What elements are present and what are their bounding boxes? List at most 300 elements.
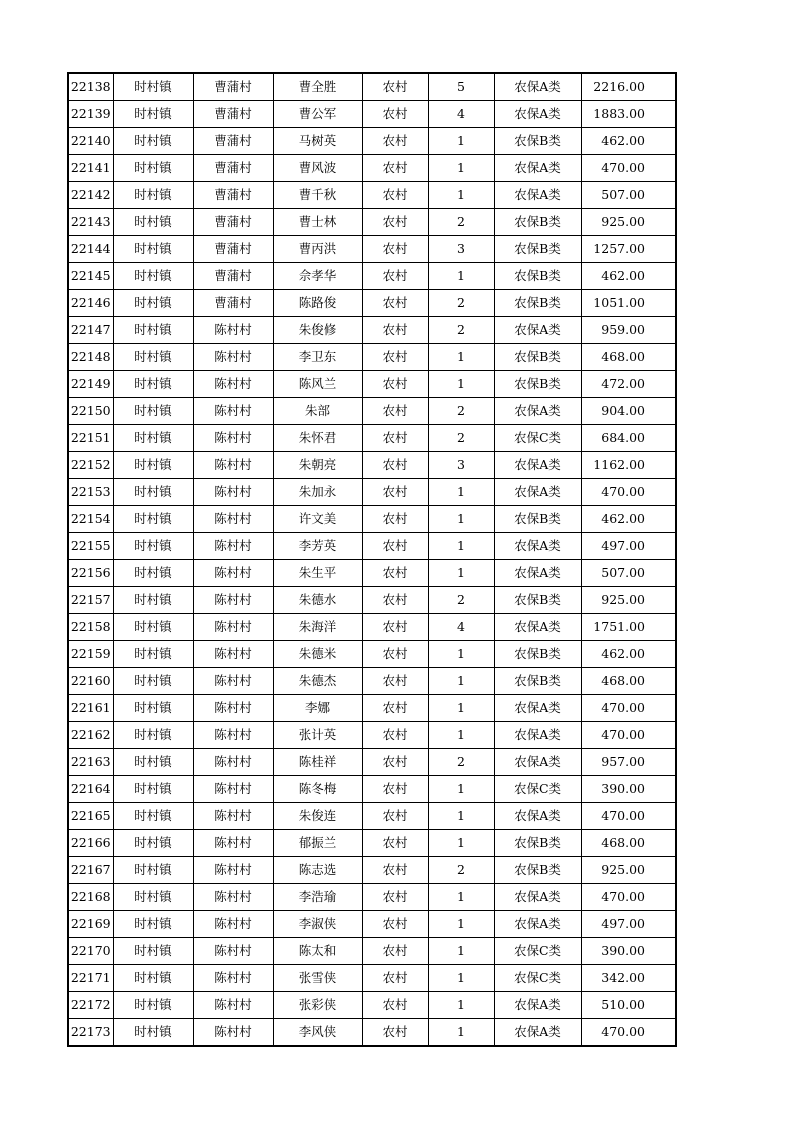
cell-town: 时村镇 [113,884,193,911]
cell-amount: 925.00 [581,587,676,614]
roster-table [67,72,677,1047]
cell-name: 李风侠 [273,1019,362,1047]
cell-town: 时村镇 [113,614,193,641]
table-row [68,1019,676,1047]
cell-village: 陈村村 [193,749,273,776]
cell-id: 22156 [68,560,113,587]
cell-type: 农村 [362,803,428,830]
cell-id: 22170 [68,938,113,965]
table-row [68,425,676,452]
cell-amount: 510.00 [581,992,676,1019]
cell-village: 曹蒲村 [193,128,273,155]
cell-id: 22160 [68,668,113,695]
cell-count: 1 [428,182,494,209]
cell-town: 时村镇 [113,830,193,857]
cell-type: 农村 [362,263,428,290]
cell-id: 22141 [68,155,113,182]
cell-amount: 390.00 [581,938,676,965]
cell-id: 22159 [68,641,113,668]
table-row [68,344,676,371]
cell-town: 时村镇 [113,479,193,506]
cell-count: 1 [428,803,494,830]
cell-amount: 470.00 [581,695,676,722]
cell-count: 2 [428,398,494,425]
cell-type: 农村 [362,857,428,884]
cell-count: 1 [428,992,494,1019]
cell-town: 时村镇 [113,560,193,587]
cell-category: 农保A类 [494,398,581,425]
cell-amount: 470.00 [581,884,676,911]
cell-village: 陈村村 [193,317,273,344]
cell-amount: 2216.00 [581,73,676,101]
cell-name: 马树英 [273,128,362,155]
cell-name: 张雪侠 [273,965,362,992]
cell-count: 1 [428,506,494,533]
cell-amount: 497.00 [581,533,676,560]
cell-count: 4 [428,101,494,128]
cell-id: 22142 [68,182,113,209]
cell-name: 曹士林 [273,209,362,236]
table-row [68,803,676,830]
cell-amount: 470.00 [581,1019,676,1047]
cell-id: 22146 [68,290,113,317]
cell-town: 时村镇 [113,722,193,749]
cell-type: 农村 [362,73,428,101]
cell-name: 朱海洋 [273,614,362,641]
cell-town: 时村镇 [113,857,193,884]
cell-village: 陈村村 [193,1019,273,1047]
cell-category: 农保A类 [494,533,581,560]
cell-amount: 1883.00 [581,101,676,128]
cell-category: 农保A类 [494,992,581,1019]
table-row [68,398,676,425]
table-row [68,614,676,641]
cell-village: 陈村村 [193,560,273,587]
cell-name: 曹千秋 [273,182,362,209]
cell-village: 陈村村 [193,371,273,398]
cell-town: 时村镇 [113,290,193,317]
table-row [68,938,676,965]
cell-id: 22167 [68,857,113,884]
cell-category: 农保B类 [494,128,581,155]
cell-name: 张计英 [273,722,362,749]
cell-count: 1 [428,911,494,938]
cell-amount: 342.00 [581,965,676,992]
cell-village: 陈村村 [193,668,273,695]
cell-town: 时村镇 [113,749,193,776]
cell-village: 陈村村 [193,938,273,965]
cell-name: 李卫东 [273,344,362,371]
table-row [68,992,676,1019]
cell-category: 农保A类 [494,803,581,830]
cell-id: 22149 [68,371,113,398]
cell-category: 农保A类 [494,73,581,101]
cell-id: 22173 [68,1019,113,1047]
cell-amount: 507.00 [581,182,676,209]
cell-id: 22164 [68,776,113,803]
table-row [68,209,676,236]
cell-type: 农村 [362,965,428,992]
cell-name: 陈志选 [273,857,362,884]
cell-town: 时村镇 [113,938,193,965]
cell-id: 22138 [68,73,113,101]
cell-count: 4 [428,614,494,641]
cell-town: 时村镇 [113,587,193,614]
cell-amount: 470.00 [581,479,676,506]
cell-name: 李浩瑜 [273,884,362,911]
cell-type: 农村 [362,533,428,560]
cell-village: 陈村村 [193,344,273,371]
cell-name: 佘孝华 [273,263,362,290]
cell-town: 时村镇 [113,73,193,101]
cell-village: 陈村村 [193,479,273,506]
cell-category: 农保C类 [494,965,581,992]
cell-name: 陈太和 [273,938,362,965]
cell-amount: 470.00 [581,803,676,830]
cell-amount: 904.00 [581,398,676,425]
cell-count: 2 [428,425,494,452]
cell-village: 陈村村 [193,506,273,533]
cell-id: 22151 [68,425,113,452]
cell-amount: 1162.00 [581,452,676,479]
cell-village: 陈村村 [193,695,273,722]
cell-category: 农保C类 [494,425,581,452]
cell-category: 农保A类 [494,317,581,344]
cell-town: 时村镇 [113,182,193,209]
cell-type: 农村 [362,371,428,398]
cell-village: 陈村村 [193,452,273,479]
cell-amount: 462.00 [581,128,676,155]
cell-category: 农保A类 [494,479,581,506]
cell-type: 农村 [362,884,428,911]
cell-id: 22148 [68,344,113,371]
cell-category: 农保A类 [494,884,581,911]
cell-name: 郁振兰 [273,830,362,857]
cell-village: 陈村村 [193,641,273,668]
table-row [68,884,676,911]
cell-id: 22166 [68,830,113,857]
cell-village: 陈村村 [193,965,273,992]
cell-count: 1 [428,1019,494,1047]
cell-count: 1 [428,155,494,182]
cell-name: 李芳英 [273,533,362,560]
table-row [68,317,676,344]
cell-town: 时村镇 [113,371,193,398]
cell-village: 曹蒲村 [193,182,273,209]
table-row [68,506,676,533]
table-row [68,749,676,776]
table-row [68,776,676,803]
cell-id: 22150 [68,398,113,425]
cell-id: 22158 [68,614,113,641]
cell-amount: 472.00 [581,371,676,398]
table-row [68,263,676,290]
cell-amount: 468.00 [581,344,676,371]
table-row [68,695,676,722]
cell-town: 时村镇 [113,344,193,371]
cell-amount: 462.00 [581,641,676,668]
cell-id: 22144 [68,236,113,263]
cell-type: 农村 [362,614,428,641]
cell-name: 朱朝亮 [273,452,362,479]
cell-id: 22162 [68,722,113,749]
cell-town: 时村镇 [113,668,193,695]
cell-type: 农村 [362,911,428,938]
cell-type: 农村 [362,776,428,803]
cell-category: 农保A类 [494,155,581,182]
cell-category: 农保B类 [494,830,581,857]
cell-id: 22143 [68,209,113,236]
cell-village: 陈村村 [193,425,273,452]
cell-id: 22152 [68,452,113,479]
cell-town: 时村镇 [113,992,193,1019]
cell-village: 陈村村 [193,614,273,641]
table-row [68,452,676,479]
cell-town: 时村镇 [113,1019,193,1047]
cell-amount: 470.00 [581,722,676,749]
cell-village: 曹蒲村 [193,101,273,128]
cell-type: 农村 [362,236,428,263]
cell-amount: 390.00 [581,776,676,803]
cell-town: 时村镇 [113,236,193,263]
cell-category: 农保B类 [494,290,581,317]
cell-category: 农保C类 [494,776,581,803]
cell-type: 农村 [362,560,428,587]
cell-count: 1 [428,533,494,560]
cell-village: 陈村村 [193,911,273,938]
cell-town: 时村镇 [113,155,193,182]
cell-type: 农村 [362,182,428,209]
cell-village: 曹蒲村 [193,155,273,182]
cell-category: 农保A类 [494,722,581,749]
cell-id: 22171 [68,965,113,992]
cell-name: 曹丙洪 [273,236,362,263]
cell-category: 农保B类 [494,236,581,263]
table-row [68,668,676,695]
cell-town: 时村镇 [113,128,193,155]
cell-name: 许文美 [273,506,362,533]
cell-count: 1 [428,479,494,506]
cell-village: 曹蒲村 [193,236,273,263]
cell-count: 1 [428,695,494,722]
cell-id: 22155 [68,533,113,560]
cell-name: 朱俊修 [273,317,362,344]
cell-town: 时村镇 [113,317,193,344]
cell-count: 1 [428,722,494,749]
cell-category: 农保A类 [494,101,581,128]
cell-count: 1 [428,668,494,695]
cell-category: 农保C类 [494,938,581,965]
cell-amount: 462.00 [581,263,676,290]
cell-amount: 468.00 [581,830,676,857]
cell-village: 陈村村 [193,533,273,560]
cell-village: 陈村村 [193,884,273,911]
cell-amount: 497.00 [581,911,676,938]
cell-count: 2 [428,290,494,317]
cell-type: 农村 [362,1019,428,1047]
cell-type: 农村 [362,587,428,614]
cell-category: 农保B类 [494,371,581,398]
table-row [68,182,676,209]
cell-category: 农保B类 [494,587,581,614]
cell-type: 农村 [362,290,428,317]
table-row [68,857,676,884]
cell-type: 农村 [362,155,428,182]
cell-count: 2 [428,749,494,776]
cell-village: 陈村村 [193,803,273,830]
cell-amount: 684.00 [581,425,676,452]
cell-count: 1 [428,263,494,290]
cell-id: 22172 [68,992,113,1019]
cell-count: 1 [428,884,494,911]
cell-name: 朱德米 [273,641,362,668]
table-row [68,155,676,182]
cell-category: 农保B类 [494,641,581,668]
cell-type: 农村 [362,209,428,236]
cell-count: 2 [428,857,494,884]
cell-name: 李娜 [273,695,362,722]
cell-name: 朱俊连 [273,803,362,830]
cell-village: 陈村村 [193,722,273,749]
cell-count: 1 [428,371,494,398]
cell-name: 朱德杰 [273,668,362,695]
cell-category: 农保B类 [494,344,581,371]
table-row [68,101,676,128]
cell-type: 农村 [362,722,428,749]
cell-count: 1 [428,938,494,965]
cell-type: 农村 [362,668,428,695]
cell-type: 农村 [362,479,428,506]
cell-category: 农保A类 [494,911,581,938]
cell-id: 22168 [68,884,113,911]
cell-category: 农保A类 [494,1019,581,1047]
cell-town: 时村镇 [113,533,193,560]
table-row [68,965,676,992]
table-row [68,830,676,857]
cell-id: 22145 [68,263,113,290]
cell-name: 朱生平 [273,560,362,587]
cell-id: 22154 [68,506,113,533]
cell-name: 曹风波 [273,155,362,182]
cell-count: 1 [428,641,494,668]
cell-type: 农村 [362,128,428,155]
cell-count: 5 [428,73,494,101]
cell-count: 3 [428,236,494,263]
cell-name: 陈桂祥 [273,749,362,776]
cell-village: 陈村村 [193,398,273,425]
cell-category: 农保B类 [494,209,581,236]
cell-category: 农保A类 [494,182,581,209]
cell-count: 1 [428,560,494,587]
cell-amount: 468.00 [581,668,676,695]
table-row [68,290,676,317]
cell-type: 农村 [362,749,428,776]
cell-amount: 925.00 [581,209,676,236]
cell-town: 时村镇 [113,452,193,479]
cell-village: 曹蒲村 [193,73,273,101]
cell-type: 农村 [362,425,428,452]
cell-town: 时村镇 [113,776,193,803]
cell-type: 农村 [362,641,428,668]
cell-name: 曹全胜 [273,73,362,101]
roster-body [68,73,676,1046]
cell-id: 22147 [68,317,113,344]
cell-category: 农保A类 [494,749,581,776]
cell-village: 曹蒲村 [193,209,273,236]
table-row [68,722,676,749]
cell-amount: 1051.00 [581,290,676,317]
cell-town: 时村镇 [113,695,193,722]
cell-town: 时村镇 [113,803,193,830]
cell-count: 2 [428,587,494,614]
cell-type: 农村 [362,695,428,722]
cell-village: 陈村村 [193,830,273,857]
cell-town: 时村镇 [113,263,193,290]
cell-id: 22139 [68,101,113,128]
cell-type: 农村 [362,101,428,128]
cell-amount: 925.00 [581,857,676,884]
cell-amount: 462.00 [581,506,676,533]
table-row [68,479,676,506]
cell-type: 农村 [362,317,428,344]
cell-category: 农保B类 [494,506,581,533]
cell-id: 22165 [68,803,113,830]
cell-amount: 959.00 [581,317,676,344]
cell-name: 朱加永 [273,479,362,506]
cell-count: 3 [428,452,494,479]
cell-id: 22140 [68,128,113,155]
table-row [68,587,676,614]
cell-type: 农村 [362,938,428,965]
cell-village: 陈村村 [193,992,273,1019]
table-row [68,236,676,263]
cell-name: 陈路俊 [273,290,362,317]
table-row [68,560,676,587]
cell-town: 时村镇 [113,209,193,236]
cell-category: 农保A类 [494,560,581,587]
cell-type: 农村 [362,992,428,1019]
cell-village: 曹蒲村 [193,290,273,317]
cell-name: 张彩侠 [273,992,362,1019]
cell-town: 时村镇 [113,641,193,668]
cell-id: 22153 [68,479,113,506]
cell-amount: 507.00 [581,560,676,587]
cell-category: 农保A类 [494,452,581,479]
cell-count: 1 [428,128,494,155]
table-row [68,371,676,398]
cell-category: 农保A类 [494,614,581,641]
table-row [68,641,676,668]
cell-type: 农村 [362,344,428,371]
cell-village: 陈村村 [193,587,273,614]
cell-count: 1 [428,776,494,803]
cell-type: 农村 [362,398,428,425]
cell-id: 22163 [68,749,113,776]
cell-count: 2 [428,317,494,344]
cell-category: 农保A类 [494,695,581,722]
cell-name: 曹公军 [273,101,362,128]
cell-village: 曹蒲村 [193,263,273,290]
cell-count: 1 [428,965,494,992]
cell-name: 朱德水 [273,587,362,614]
cell-count: 1 [428,830,494,857]
cell-category: 农保B类 [494,857,581,884]
cell-town: 时村镇 [113,506,193,533]
cell-town: 时村镇 [113,425,193,452]
cell-id: 22157 [68,587,113,614]
cell-name: 李淑侠 [273,911,362,938]
cell-name: 陈风兰 [273,371,362,398]
